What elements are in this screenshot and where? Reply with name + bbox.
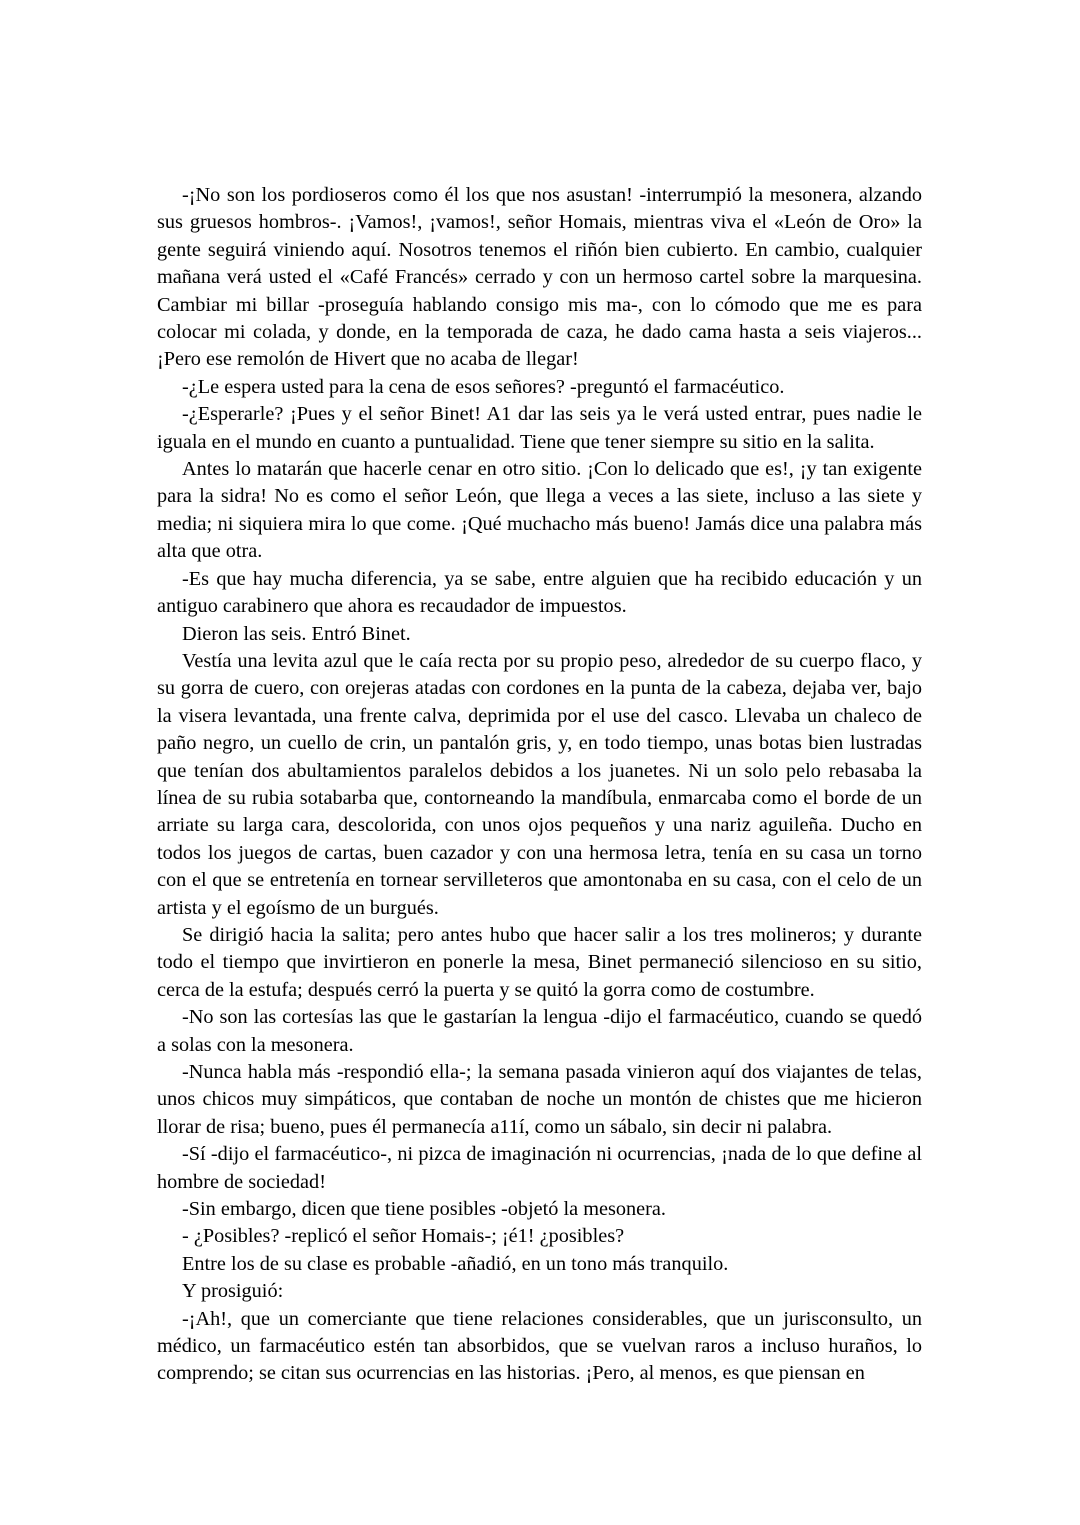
paragraph: -¡No son los pordioseros como él los que nos asustan! -interrumpió la mesonera, alzando sus gruesos hombros-. ¡Vamos!, ¡vamos!, señor Homais, mientras viva el «León de Oro» la gente seguirá viniendo aquí. Nosotros tenemos el riñón bien cubierto. En cambio, cualquier mañana verá usted el «Café Francés» cerrado y con un hermoso cartel sobre la marquesina. Cambiar mi billar -proseguía hablando consigo mis ma-, con lo cómodo que me es para colocar mi colada, y donde, en la temporada de caza, he dado cama hasta a seis viajeros... ¡Pero ese remolón de Hivert que no acaba de llegar! <box>157 184 922 371</box>
paragraph: -¿Esperarle? ¡Pues y el señor Binet! A1 dar las seis ya le verá usted entrar, pues nadie le iguala en el mundo en cuanto a puntualidad. Tiene que tener siempre su sitio en la salita. <box>157 403 922 453</box>
paragraph: -Nunca habla más -respondió ella-; la semana pasada vinieron aquí dos viajantes de telas, unos chicos muy simpáticos, que contaban de noche un montón de chistes que me hicieron llorar de risa; bueno, pues él permanecía a11í, como un sábalo, sin decir ni palabra. <box>157 1061 922 1138</box>
paragraph: - ¿Posibles? -replicó el señor Homais-; ¡é1! ¿posibles? <box>182 1225 625 1248</box>
body-text-column <box>157 182 922 1388</box>
paragraph: Vestía una levita azul que le caía recta por su propio peso, alrededor de su cuerpo flaco, y su gorra de cuero, con orejeras atadas con cordones en la punta de la cabeza, dejaba ver, bajo la visera levantada, una frente calva, deprimida por el use del casco. Llevaba un chaleco de paño negro, un cuello de crin, un pantalón gris, y, en todo tiempo, unas botas bien lustradas que tenían dos abultamientos paralelos debidos a los juanetes. Ni un solo pelo rebasaba la línea de su rubia sotabarba que, contorneando la mandíbula, enmarcaba como el borde de un arriate su larga cara, descolorida, con unos ojos pequeños y una nariz aguileña. Ducho en todos los juegos de cartas, buen cazador y con una hermosa letra, tenía en su casa un torno con el que se entretenía en tornear servilleteros que amontonaba en su casa, con el celo de un artista y el egoísmo de un burgués. <box>157 649 922 919</box>
paragraph: Dieron las seis. Entró Binet. <box>182 622 411 645</box>
paragraph: -Sí -dijo el farmacéutico-, ni pizca de imaginación ni ocurrencias, ¡nada de lo que define al hombre de sociedad! <box>157 1143 922 1193</box>
paragraph: -¡Ah!, que un comerciante que tiene relaciones considerables, que un jurisconsulto, un médico, un farmacéutico estén tan absorbidos, que se vuelvan raros a incluso huraños, lo comprendo; se citan sus ocurrencias en las historias. ¡Pero, al menos, es que piensan en <box>157 1307 922 1385</box>
paragraph: -No son las cortesías las que le gastarían la lengua -dijo el farmacéutico, cuando se quedó a solas con la mesonera. <box>157 1006 922 1056</box>
paragraph: Y prosiguió: <box>182 1280 284 1303</box>
paragraph: -Sin embargo, dicen que tiene posibles -objetó la mesonera. <box>182 1198 666 1221</box>
paragraph: Entre los de su clase es probable -añadió, en un tono más tranquilo. <box>182 1252 729 1275</box>
paragraph: Antes lo matarán que hacerle cenar en otro sitio. ¡Con lo delicado que es!, ¡y tan exigente para la sidra! No es como el señor León, que llega a veces a las siete, incluso a las siete y media; ni siquiera mira lo que come. ¡Qué muchacho más bueno! Jamás dice una palabra más alta que otra. <box>157 458 922 563</box>
paragraph: -Es que hay mucha diferencia, ya se sabe, entre alguien que ha recibido educación y un antiguo carabinero que ahora es recaudador de impuestos. <box>157 567 922 618</box>
paragraph: Se dirigió hacia la salita; pero antes hubo que hacer salir a los tres molineros; y durante todo el tiempo que invirtieron en ponerle la mesa, Binet permaneció silencioso en su sitio, cerca de la estufa; después cerró la puerta y se quitó la gorra como de costumbre. <box>157 923 922 1001</box>
paragraph: -¿Le espera usted para la cena de esos señores? -preguntó el farmacéutico. <box>182 375 785 398</box>
